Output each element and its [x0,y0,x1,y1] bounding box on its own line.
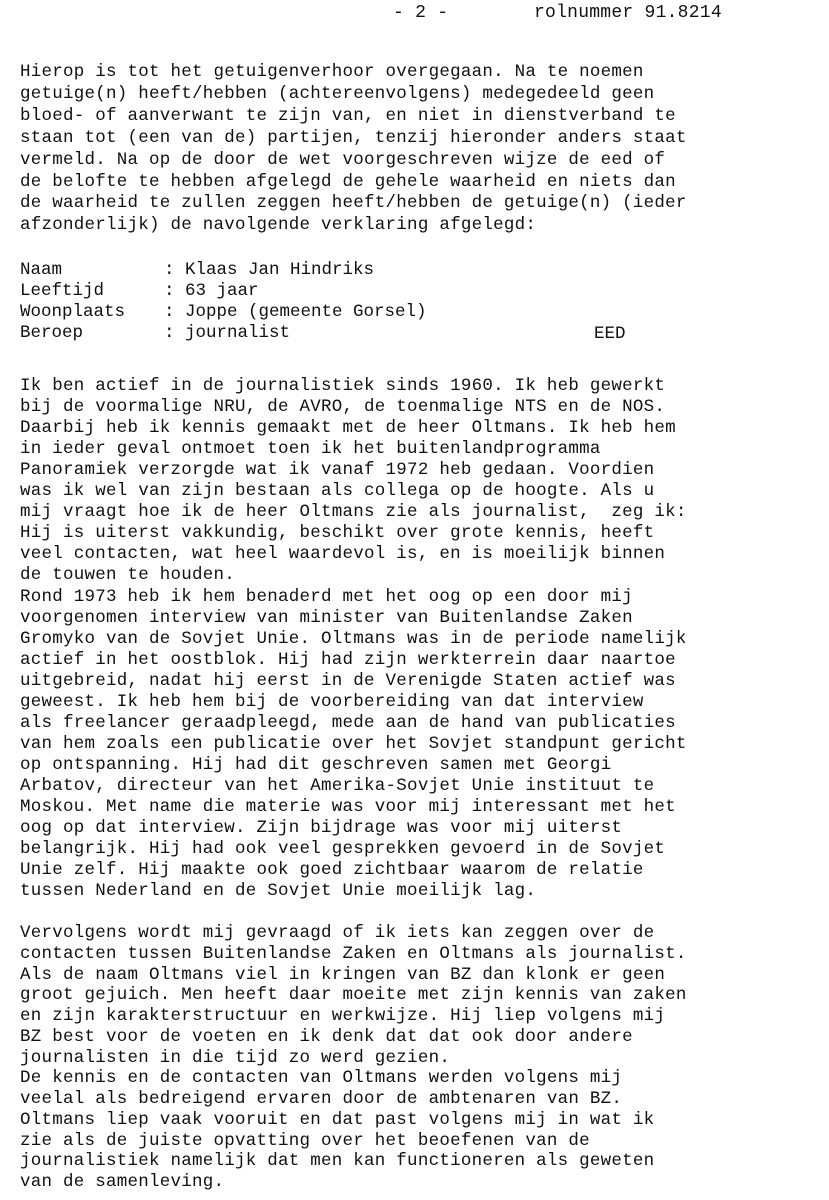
text-line: belangrijk. Hij had ook veel gesprekken gevoerd in de Sovjet [20,839,666,860]
text-line: mij vraagt hoe ik de heer Oltmans zie als journalist, zeg ik: [20,502,687,523]
text-line: actief in het oostblok. Hij had zijn werkterrein daar naartoe [20,649,676,670]
text-line: bloed- of aanverwant te zijn van, en niet in dienstverband te [20,105,676,126]
text-line: De kennis en de contacten van Oltmans werden volgens mij [20,1068,623,1089]
text-line: was ik wel van zijn bestaan als collega op de hoogte. Als u [20,481,655,502]
text-line: staan tot (een van de) partijen, tenzij hieronder anders staat [20,127,687,148]
text-line: Als de naam Oltmans viel in kringen van BZ dan klonk er geen [20,964,666,985]
text-line: voorgenomen interview van minister van Buitenlandse Zaken [20,607,633,628]
text-line: afzonderlijk) de navolgende verklaring afgelegd: [20,215,537,236]
text-line: van de samenleving. [20,1172,225,1192]
text-line: uitgebreid, nadat hij eerst in de Verenigde Staten actief was [20,670,676,691]
text-line: als freelancer geraadpleegd, mede aan de hand van publicaties [20,712,676,733]
text-line: groot gejuich. Men heeft daar moeite met zijn kennis van zaken [20,985,687,1006]
text-line: Moskou. Met name die materie was voor mij interessant met het [20,797,676,817]
witness-label-residence: Woonplaats [20,302,126,322]
text-line: veelal als bedreigend ervaren door de ambtenaren van BZ. [20,1089,623,1109]
case-number: rolnummer 91.8214 [534,3,722,23]
witness-value-name: : Klaas Jan Hindriks [164,260,375,280]
text-line: van hem zoals een publicatie over het Sovjet standpunt gericht [20,733,687,754]
text-line: geweest. Ik heb hem bij de voorbereiding van dat interview [20,691,644,712]
witness-value-residence: : Joppe (gemeente Gorsel) [164,302,427,322]
text-line: contacten tussen Buitenlandse Zaken en Oltmans als journalist. [20,943,687,964]
witness-label-age: Leeftijd [20,281,105,301]
text-line: en zijn karakterstructuur en werkwijze. Hij liep volgens mij [20,1006,666,1026]
text-line: in ieder geval ontmoet toen ik het buitenlandprogramma [20,439,601,460]
text-line: oog op dat interview. Zijn bijdrage was voor mij uiterst [20,818,623,839]
text-line: journalistiek namelijk dat men kan functioneren als geweten [20,1151,655,1172]
text-line: BZ best voor de voeten en ik denk dat dat ook door andere [20,1026,633,1047]
text-line: de waarheid te zullen zeggen heeft/hebben de getuige(n) (ieder [20,193,687,214]
witness-value-age: : 63 jaar [164,281,259,301]
witness-value-profession: : journalist [164,323,291,343]
page-number: - 2 - [393,3,449,23]
text-line: Daarbij heb ik kennis gemaakt met de heer Oltmans. Ik heb hem [20,418,676,439]
witness-label-name: Naam [20,260,63,280]
witness-label-profession: Beroep [20,323,84,343]
text-line: de belofte te hebben afgelegd de gehele waarheid en niets dan [20,171,676,192]
text-line: Arbatov, directeur van het Amerika-Sovjet Unie instituut te [20,775,655,796]
text-line: zie als de juiste opvatting over het beoefenen van de [20,1130,590,1151]
oath-marker: EED [594,324,626,344]
text-line: vermeld. Na op de door de wet voorgeschreven wijze de eed of [20,149,666,170]
text-line: Gromyko van de Sovjet Unie. Oltmans was in de periode namelijk [20,628,687,649]
text-line: Rond 1973 heb ik hem benaderd met het oog op een door mij [20,586,633,607]
text-line: tussen Nederland en de Sovjet Unie moeilijk lag. [20,881,537,902]
text-line: Ik ben actief in de journalistiek sinds 1960. Ik heb gewerkt [20,376,666,396]
text-line: Oltmans liep vaak vooruit en dat past volgens mij in wat ik [20,1109,655,1130]
text-line: Hierop is tot het getuigenverhoor overgegaan. Na te noemen [20,62,644,82]
text-line: getuige(n) heeft/hebben (achtereenvolgens) medegedeeld geen [20,83,655,104]
text-line: op ontspanning. Hij had dit geschreven samen met Georgi [20,754,612,775]
text-line: Unie zelf. Hij maakte ook goed zichtbaar waarom de relatie [20,860,644,881]
text-line: bij de voormalige NRU, de AVRO, de toenmalige NTS en de NOS. [20,397,666,418]
text-line: Hij is uiterst vakkundig, beschikt over grote kennis, heeft [20,523,655,544]
text-line: journalisten in die tijd zo werd gezien. [20,1047,451,1068]
text-line: Panoramiek verzorgde wat ik vanaf 1972 heb gedaan. Voordien [20,460,655,481]
text-line: veel contacten, wat heel waardevol is, en is moeilijk binnen [20,544,666,565]
text-line: Vervolgens wordt mij gevraagd of ik iets kan zeggen over de [20,923,655,943]
text-line: de touwen te houden. [20,565,236,586]
